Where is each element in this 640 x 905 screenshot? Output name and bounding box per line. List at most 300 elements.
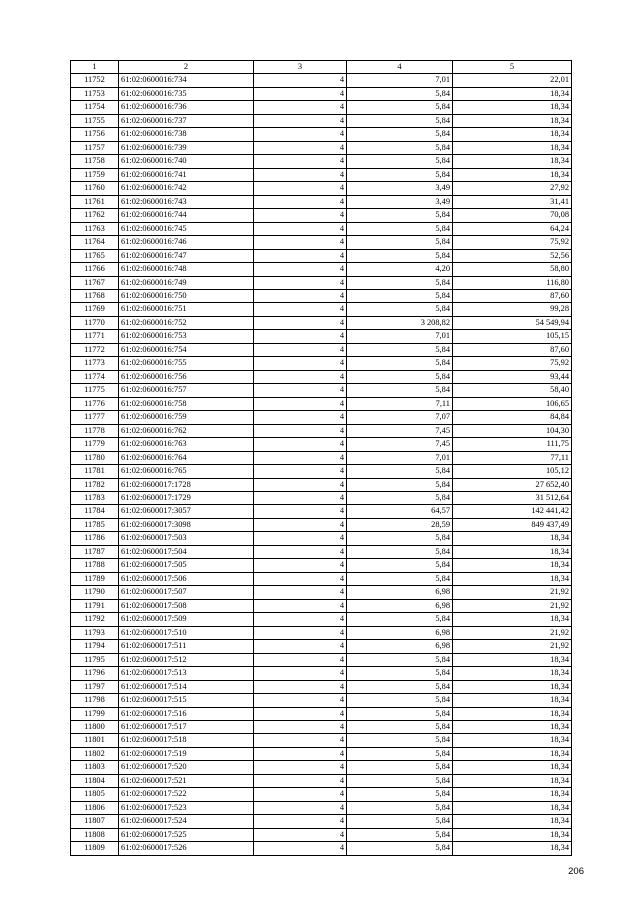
table-row	[71, 734, 572, 747]
category-cell: 4	[254, 572, 347, 585]
table-row	[71, 815, 572, 828]
cadastral-number-cell: 61:02:0600016:740	[119, 155, 254, 168]
table-row	[71, 303, 572, 316]
value-5-cell: 77,11	[453, 451, 572, 464]
row-number-cell: 11761	[71, 195, 119, 208]
cadastral-number-cell: 61:02:0600017:525	[119, 828, 254, 841]
value-4-cell: 7,45	[347, 438, 453, 451]
category-cell: 4	[254, 828, 347, 841]
column-header-5: 5	[453, 61, 572, 74]
category-cell: 4	[254, 330, 347, 343]
value-5-cell: 84,84	[453, 411, 572, 424]
category-cell: 4	[254, 222, 347, 235]
cadastral-number-cell: 61:02:0600016:748	[119, 263, 254, 276]
table-row	[71, 653, 572, 666]
row-number-cell: 11790	[71, 586, 119, 599]
value-4-cell: 5,84	[347, 465, 453, 478]
category-cell: 4	[254, 559, 347, 572]
row-number-cell: 11780	[71, 451, 119, 464]
value-4-cell: 5,84	[347, 828, 453, 841]
row-number-cell: 11795	[71, 653, 119, 666]
table-row	[71, 788, 572, 801]
value-5-cell: 18,34	[453, 532, 572, 545]
cadastral-number-cell: 61:02:0600016:736	[119, 101, 254, 114]
header-row	[71, 61, 572, 74]
value-4-cell: 7,07	[347, 411, 453, 424]
table-row	[71, 263, 572, 276]
value-4-cell: 5,84	[347, 222, 453, 235]
category-cell: 4	[254, 667, 347, 680]
table-row	[71, 545, 572, 558]
row-number-cell: 11781	[71, 465, 119, 478]
cadastral-number-cell: 61:02:0600017:506	[119, 572, 254, 585]
table-row	[71, 451, 572, 464]
cadastral-number-cell: 61:02:0600016:749	[119, 276, 254, 289]
row-number-cell: 11783	[71, 492, 119, 505]
table-row	[71, 492, 572, 505]
table-row	[71, 209, 572, 222]
row-number-cell: 11809	[71, 842, 119, 855]
value-4-cell: 5,84	[347, 788, 453, 801]
category-cell: 4	[254, 465, 347, 478]
category-cell: 4	[254, 424, 347, 437]
row-number-cell: 11779	[71, 438, 119, 451]
category-cell: 4	[254, 842, 347, 855]
cadastral-number-cell: 61:02:0600016:744	[119, 209, 254, 222]
category-cell: 4	[254, 289, 347, 302]
value-5-cell: 18,34	[453, 128, 572, 141]
cadastral-number-cell: 61:02:0600017:518	[119, 734, 254, 747]
row-number-cell: 11754	[71, 101, 119, 114]
value-5-cell: 18,34	[453, 842, 572, 855]
cadastral-number-cell: 61:02:0600016:765	[119, 465, 254, 478]
value-5-cell: 105,15	[453, 330, 572, 343]
cadastral-number-cell: 61:02:0600016:751	[119, 303, 254, 316]
value-5-cell: 18,34	[453, 774, 572, 787]
row-number-cell: 11802	[71, 747, 119, 760]
row-number-cell: 11759	[71, 168, 119, 181]
table-row	[71, 182, 572, 195]
value-5-cell: 111,75	[453, 438, 572, 451]
category-cell: 4	[254, 694, 347, 707]
category-cell: 4	[254, 236, 347, 249]
value-5-cell: 18,34	[453, 559, 572, 572]
row-number-cell: 11769	[71, 303, 119, 316]
table-row	[71, 343, 572, 356]
value-4-cell: 5,84	[347, 141, 453, 154]
category-cell: 4	[254, 774, 347, 787]
value-4-cell: 5,84	[347, 613, 453, 626]
value-4-cell: 5,84	[347, 236, 453, 249]
category-cell: 4	[254, 263, 347, 276]
value-4-cell: 7,45	[347, 424, 453, 437]
cadastral-number-cell: 61:02:0600017:523	[119, 801, 254, 814]
value-5-cell: 99,28	[453, 303, 572, 316]
value-5-cell: 18,34	[453, 545, 572, 558]
table-row	[71, 397, 572, 410]
value-5-cell: 64,24	[453, 222, 572, 235]
value-5-cell: 87,60	[453, 343, 572, 356]
table-row	[71, 330, 572, 343]
row-number-cell: 11758	[71, 155, 119, 168]
cadastral-number-cell: 61:02:0600017:524	[119, 815, 254, 828]
table-row	[71, 128, 572, 141]
row-number-cell: 11768	[71, 289, 119, 302]
cadastral-number-cell: 61:02:0600016:758	[119, 397, 254, 410]
value-5-cell: 18,34	[453, 653, 572, 666]
category-cell: 4	[254, 545, 347, 558]
cadastral-number-cell: 61:02:0600017:507	[119, 586, 254, 599]
cadastral-number-cell: 61:02:0600016:739	[119, 141, 254, 154]
row-number-cell: 11796	[71, 667, 119, 680]
category-cell: 4	[254, 101, 347, 114]
category-cell: 4	[254, 451, 347, 464]
table-row	[71, 599, 572, 612]
table-row	[71, 707, 572, 720]
row-number-cell: 11772	[71, 343, 119, 356]
cadastral-number-cell: 61:02:0600016:737	[119, 114, 254, 127]
value-4-cell: 5,84	[347, 478, 453, 491]
value-5-cell: 58,80	[453, 263, 572, 276]
value-5-cell: 18,34	[453, 761, 572, 774]
category-cell: 4	[254, 720, 347, 733]
value-4-cell: 5,84	[347, 720, 453, 733]
value-4-cell: 5,84	[347, 289, 453, 302]
category-cell: 4	[254, 276, 347, 289]
value-4-cell: 28,59	[347, 518, 453, 531]
row-number-cell: 11773	[71, 357, 119, 370]
table-row	[71, 842, 572, 855]
table-row	[71, 572, 572, 585]
cadastral-number-cell: 61:02:0600017:520	[119, 761, 254, 774]
row-number-cell: 11766	[71, 263, 119, 276]
cadastral-number-cell: 61:02:0600017:519	[119, 747, 254, 760]
value-5-cell: 21,92	[453, 599, 572, 612]
value-5-cell: 18,34	[453, 680, 572, 693]
cadastral-number-cell: 61:02:0600016:762	[119, 424, 254, 437]
cadastral-number-cell: 61:02:0600016:759	[119, 411, 254, 424]
table-row	[71, 720, 572, 733]
value-5-cell: 31,41	[453, 195, 572, 208]
value-4-cell: 5,84	[347, 774, 453, 787]
cadastral-number-cell: 61:02:0600017:526	[119, 842, 254, 855]
cadastral-number-cell: 61:02:0600017:511	[119, 640, 254, 653]
table-row	[71, 505, 572, 518]
table-row	[71, 613, 572, 626]
value-4-cell: 6,98	[347, 586, 453, 599]
table-row	[71, 168, 572, 181]
table-row	[71, 465, 572, 478]
row-number-cell: 11764	[71, 236, 119, 249]
value-5-cell: 75,92	[453, 236, 572, 249]
row-number-cell: 11787	[71, 545, 119, 558]
cadastral-number-cell: 61:02:0600016:738	[119, 128, 254, 141]
table-row	[71, 438, 572, 451]
category-cell: 4	[254, 707, 347, 720]
value-5-cell: 22,01	[453, 74, 572, 87]
column-header-4: 4	[347, 61, 453, 74]
value-4-cell: 5,84	[347, 734, 453, 747]
value-4-cell: 5,84	[347, 653, 453, 666]
row-number-cell: 11777	[71, 411, 119, 424]
value-5-cell: 116,80	[453, 276, 572, 289]
cadastral-number-cell: 61:02:0600016:735	[119, 87, 254, 100]
value-5-cell: 18,34	[453, 141, 572, 154]
value-5-cell: 58,40	[453, 384, 572, 397]
value-5-cell: 18,34	[453, 801, 572, 814]
category-cell: 4	[254, 505, 347, 518]
table-row	[71, 141, 572, 154]
value-4-cell: 7,01	[347, 74, 453, 87]
value-4-cell: 5,84	[347, 815, 453, 828]
category-cell: 4	[254, 411, 347, 424]
cadastral-number-cell: 61:02:0600017:517	[119, 720, 254, 733]
value-4-cell: 5,84	[347, 114, 453, 127]
value-4-cell: 5,84	[347, 694, 453, 707]
cadastral-number-cell: 61:02:0600017:503	[119, 532, 254, 545]
value-4-cell: 5,84	[347, 384, 453, 397]
category-cell: 4	[254, 734, 347, 747]
value-4-cell: 5,84	[347, 532, 453, 545]
category-cell: 4	[254, 815, 347, 828]
table-row	[71, 532, 572, 545]
value-4-cell: 5,84	[347, 101, 453, 114]
cadastral-number-cell: 61:02:0600016:752	[119, 316, 254, 329]
table-row	[71, 640, 572, 653]
category-cell: 4	[254, 316, 347, 329]
table-row	[71, 761, 572, 774]
row-number-cell: 11793	[71, 626, 119, 639]
category-cell: 4	[254, 182, 347, 195]
category-cell: 4	[254, 613, 347, 626]
category-cell: 4	[254, 384, 347, 397]
row-number-cell: 11784	[71, 505, 119, 518]
row-number-cell: 11792	[71, 613, 119, 626]
table-row	[71, 680, 572, 693]
value-5-cell: 18,34	[453, 788, 572, 801]
row-number-cell: 11798	[71, 694, 119, 707]
cadastral-number-cell: 61:02:0600016:747	[119, 249, 254, 262]
value-5-cell: 54 549,94	[453, 316, 572, 329]
category-cell: 4	[254, 626, 347, 639]
category-cell: 4	[254, 249, 347, 262]
cadastral-number-cell: 61:02:0600017:505	[119, 559, 254, 572]
value-4-cell: 5,84	[347, 559, 453, 572]
category-cell: 4	[254, 397, 347, 410]
row-number-cell: 11804	[71, 774, 119, 787]
row-number-cell: 11785	[71, 518, 119, 531]
row-number-cell: 11753	[71, 87, 119, 100]
row-number-cell: 11771	[71, 330, 119, 343]
value-5-cell: 70,08	[453, 209, 572, 222]
row-number-cell: 11794	[71, 640, 119, 653]
table-row	[71, 276, 572, 289]
row-number-cell: 11775	[71, 384, 119, 397]
category-cell: 4	[254, 788, 347, 801]
value-5-cell: 18,34	[453, 815, 572, 828]
category-cell: 4	[254, 370, 347, 383]
category-cell: 4	[254, 640, 347, 653]
value-5-cell: 18,34	[453, 828, 572, 841]
table-row	[71, 249, 572, 262]
value-4-cell: 5,84	[347, 168, 453, 181]
page-number: 206	[568, 866, 584, 877]
table-row	[71, 801, 572, 814]
value-5-cell: 18,34	[453, 114, 572, 127]
value-4-cell: 5,84	[347, 343, 453, 356]
cadastral-number-cell: 61:02:0600017:515	[119, 694, 254, 707]
value-4-cell: 5,84	[347, 155, 453, 168]
cadastral-number-cell: 61:02:0600017:1728	[119, 478, 254, 491]
value-5-cell: 18,34	[453, 168, 572, 181]
value-5-cell: 18,34	[453, 720, 572, 733]
value-5-cell: 27 652,40	[453, 478, 572, 491]
cadastral-number-cell: 61:02:0600016:746	[119, 236, 254, 249]
category-cell: 4	[254, 761, 347, 774]
row-number-cell: 11801	[71, 734, 119, 747]
value-5-cell: 18,34	[453, 613, 572, 626]
cadastral-number-cell: 61:02:0600016:741	[119, 168, 254, 181]
value-5-cell: 18,34	[453, 734, 572, 747]
cadastral-number-cell: 61:02:0600017:508	[119, 599, 254, 612]
category-cell: 4	[254, 478, 347, 491]
table-row	[71, 74, 572, 87]
category-cell: 4	[254, 87, 347, 100]
value-5-cell: 21,92	[453, 586, 572, 599]
row-number-cell: 11788	[71, 559, 119, 572]
cadastral-number-cell: 61:02:0600016:764	[119, 451, 254, 464]
table-row	[71, 667, 572, 680]
value-5-cell: 18,34	[453, 747, 572, 760]
cadastral-number-cell: 61:02:0600017:513	[119, 667, 254, 680]
cadastral-number-cell: 61:02:0600017:504	[119, 545, 254, 558]
table-row	[71, 774, 572, 787]
cadastral-number-cell: 61:02:0600017:510	[119, 626, 254, 639]
category-cell: 4	[254, 599, 347, 612]
category-cell: 4	[254, 492, 347, 505]
table-row	[71, 626, 572, 639]
value-5-cell: 18,34	[453, 694, 572, 707]
value-5-cell: 21,92	[453, 626, 572, 639]
table-row	[71, 114, 572, 127]
row-number-cell: 11800	[71, 720, 119, 733]
value-4-cell: 5,84	[347, 545, 453, 558]
row-number-cell: 11805	[71, 788, 119, 801]
category-cell: 4	[254, 195, 347, 208]
category-cell: 4	[254, 209, 347, 222]
table-row	[71, 694, 572, 707]
cadastral-number-cell: 61:02:0600016:755	[119, 357, 254, 370]
row-number-cell: 11807	[71, 815, 119, 828]
cadastral-number-cell: 61:02:0600017:516	[119, 707, 254, 720]
table-row	[71, 424, 572, 437]
table-row	[71, 828, 572, 841]
category-cell: 4	[254, 357, 347, 370]
value-4-cell: 5,84	[347, 801, 453, 814]
row-number-cell: 11789	[71, 572, 119, 585]
category-cell: 4	[254, 801, 347, 814]
cadastral-number-cell: 61:02:0600016:742	[119, 182, 254, 195]
value-4-cell: 3,49	[347, 195, 453, 208]
cadastral-number-cell: 61:02:0600017:3057	[119, 505, 254, 518]
table-row	[71, 747, 572, 760]
table-row	[71, 236, 572, 249]
value-4-cell: 5,84	[347, 370, 453, 383]
value-5-cell: 18,34	[453, 155, 572, 168]
value-4-cell: 5,84	[347, 276, 453, 289]
table-row	[71, 411, 572, 424]
value-5-cell: 18,34	[453, 667, 572, 680]
row-number-cell: 11803	[71, 761, 119, 774]
row-number-cell: 11767	[71, 276, 119, 289]
row-number-cell: 11763	[71, 222, 119, 235]
category-cell: 4	[254, 141, 347, 154]
row-number-cell: 11757	[71, 141, 119, 154]
row-number-cell: 11791	[71, 599, 119, 612]
row-number-cell: 11755	[71, 114, 119, 127]
category-cell: 4	[254, 680, 347, 693]
category-cell: 4	[254, 168, 347, 181]
value-4-cell: 4,20	[347, 263, 453, 276]
cadastral-number-cell: 61:02:0600016:753	[119, 330, 254, 343]
cadastral-number-cell: 61:02:0600017:522	[119, 788, 254, 801]
row-number-cell: 11770	[71, 316, 119, 329]
value-4-cell: 7,01	[347, 451, 453, 464]
table-row	[71, 357, 572, 370]
row-number-cell: 11808	[71, 828, 119, 841]
row-number-cell: 11778	[71, 424, 119, 437]
value-4-cell: 5,84	[347, 842, 453, 855]
cadastral-number-cell: 61:02:0600017:1729	[119, 492, 254, 505]
value-4-cell: 64,57	[347, 505, 453, 518]
row-number-cell: 11797	[71, 680, 119, 693]
row-number-cell: 11799	[71, 707, 119, 720]
value-4-cell: 7,01	[347, 330, 453, 343]
table-row	[71, 384, 572, 397]
row-number-cell: 11774	[71, 370, 119, 383]
cadastral-number-cell: 61:02:0600016:745	[119, 222, 254, 235]
value-5-cell: 27,92	[453, 182, 572, 195]
table-row	[71, 586, 572, 599]
value-4-cell: 5,84	[347, 667, 453, 680]
value-5-cell: 18,34	[453, 707, 572, 720]
table-row	[71, 155, 572, 168]
value-4-cell: 5,84	[347, 357, 453, 370]
value-5-cell: 21,92	[453, 640, 572, 653]
data-table	[70, 60, 572, 856]
category-cell: 4	[254, 532, 347, 545]
value-5-cell: 849 437,49	[453, 518, 572, 531]
category-cell: 4	[254, 114, 347, 127]
cadastral-number-cell: 61:02:0600016:756	[119, 370, 254, 383]
table-header	[71, 61, 572, 74]
cadastral-number-cell: 61:02:0600017:514	[119, 680, 254, 693]
table-row	[71, 518, 572, 531]
value-4-cell: 5,84	[347, 209, 453, 222]
row-number-cell: 11760	[71, 182, 119, 195]
table-row	[71, 195, 572, 208]
value-4-cell: 5,84	[347, 680, 453, 693]
table-row	[71, 222, 572, 235]
table-row	[71, 370, 572, 383]
value-5-cell: 106,65	[453, 397, 572, 410]
value-4-cell: 3,49	[347, 182, 453, 195]
category-cell: 4	[254, 74, 347, 87]
value-4-cell: 5,84	[347, 303, 453, 316]
row-number-cell: 11752	[71, 74, 119, 87]
table-row	[71, 478, 572, 491]
category-cell: 4	[254, 155, 347, 168]
